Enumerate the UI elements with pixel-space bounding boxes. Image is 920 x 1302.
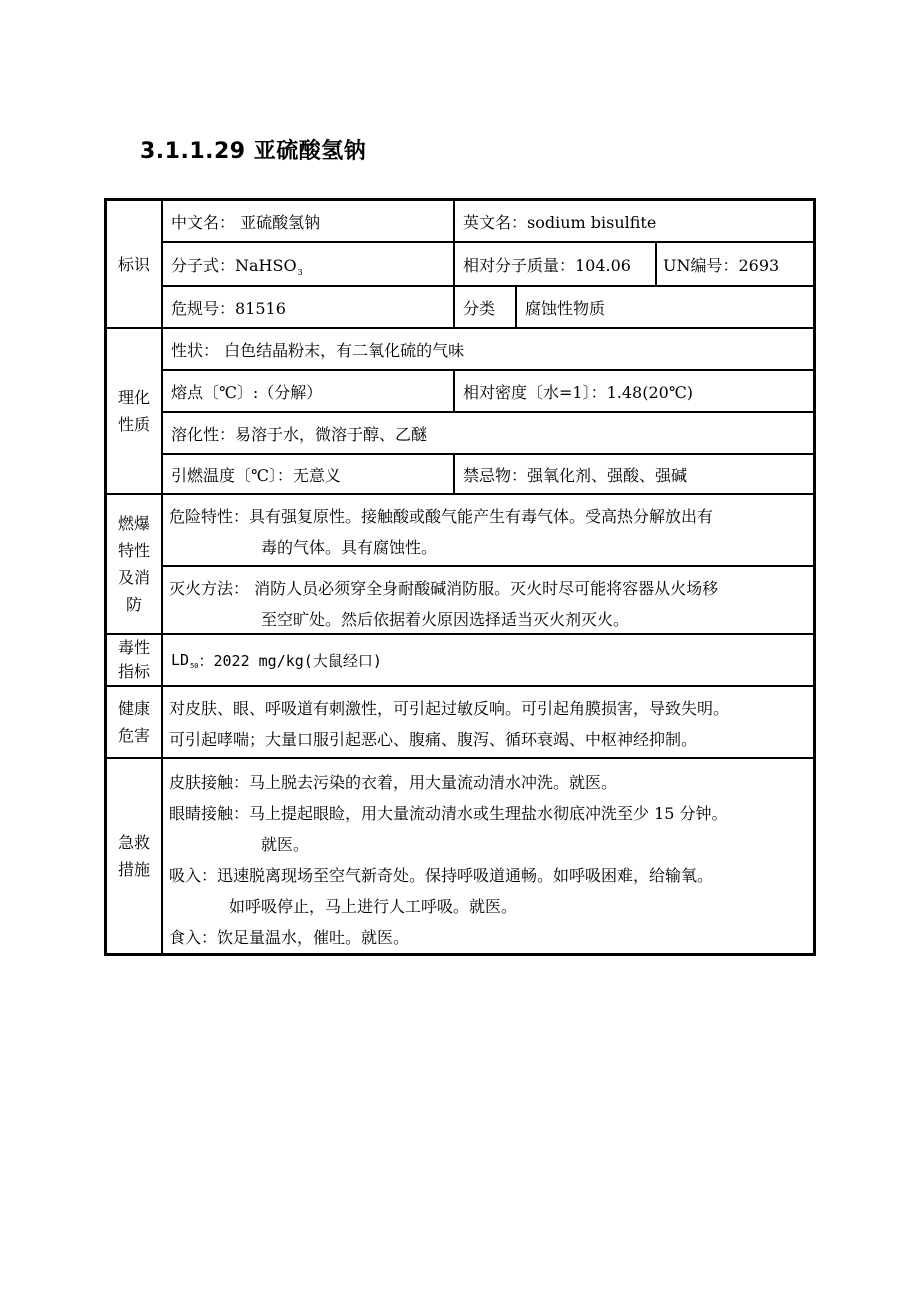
mol-mass-cell: 相对分子质量：104.06 [454,242,656,286]
class-value-cell: 腐蚀性物质 [516,286,814,328]
eye-contact: 眼睛接触：马上提起眼睑，用大量流动清水或生理盐水彻底冲洗至少 15 分钟。 [169,804,728,823]
category-identification: 标识 [106,200,162,328]
hazard-number-cell: 危规号：81516 [162,286,454,328]
appearance-cell: 性状： 白色结晶粉末，有二氧化硫的气味 [162,328,814,370]
solubility-cell: 溶化性：易溶于水，微溶于醇、乙醚 [162,412,814,454]
section-title: 3.1.1.29 亚硫酸氢钠 [140,139,367,164]
category-first-aid: 急救措施 [106,758,162,954]
ignition-temp-cell: 引燃温度〔℃〕：无意义 [162,454,454,494]
cn-name-cell: 中文名： 亚硫酸氢钠 [162,200,454,242]
formula-subscript: 3 [297,267,303,277]
ingestion: 食入：饮足量温水，催吐。就医。 [169,928,410,947]
incompatible-cell: 禁忌物：强氧化剂、强酸、强碱 [454,454,814,494]
class-label-cell: 分类 [454,286,516,328]
inhalation: 吸入：迅速脱离现场至空气新奇处。保持呼吸道通畅。如呼吸困难，给输氧。 [169,866,714,885]
first-aid-cell: 皮肤接触：马上脱去污染的衣着，用大量流动清水冲洗。就医。 眼睛接触：马上提起眼睑，用大量流动清水或生理盐水彻底冲洗至少 15 分钟。 就医。 吸入：迅速脱离现场至空气新奇处。保持呼吸道通畅。如呼吸困难，给输氧。 如呼吸停止，马上进行人工呼吸。就医。 食入：饮足量温水，催吐。就医。 [162,758,814,954]
category-health: 健康危害 [106,686,162,758]
un-number-cell: UN编号：2693 [656,242,814,286]
fire-fighting-cell: 灭火方法： 消防人员必须穿全身耐酸碱消防服。灭火时尽可能将容器从火场移 至空旷处。然后依据着火原因选择适当灭火剂灭火。 [162,566,814,634]
density-cell: 相对密度〔水=1〕：1.48(20℃) [454,370,814,412]
melting-point-cell: 熔点〔℃〕:（分解） [162,370,454,412]
en-name-cell: 英文名：sodium bisulfite [454,200,814,242]
category-fire: 燃爆特性及消防 [106,494,162,634]
category-toxicity: 毒性指标 [106,634,162,686]
formula-cell: 分子式：NaHSO 3 [162,242,454,286]
health-hazard-cell: 对皮肤、眼、呼吸道有刺激性，可引起过敏反响。可引起角膜损害，导致失明。 可引起哮喘；大量口服引起恶心、腹痛、腹泻、循环衰竭、中枢神经抑制。 [162,686,814,758]
skin-contact: 皮肤接触：马上脱去污染的衣着，用大量流动清水冲洗。就医。 [169,773,618,792]
hazard-property-cell: 危险特性：具有强复原性。接触酸或酸气能产生有毒气体。受高热分解放出有 毒的气体。具有腐蚀性。 [162,494,814,566]
category-physchem: 理化性质 [106,328,162,494]
ld50-cell: LD 50 ：2022 mg/kg(大鼠经口) [162,634,814,686]
